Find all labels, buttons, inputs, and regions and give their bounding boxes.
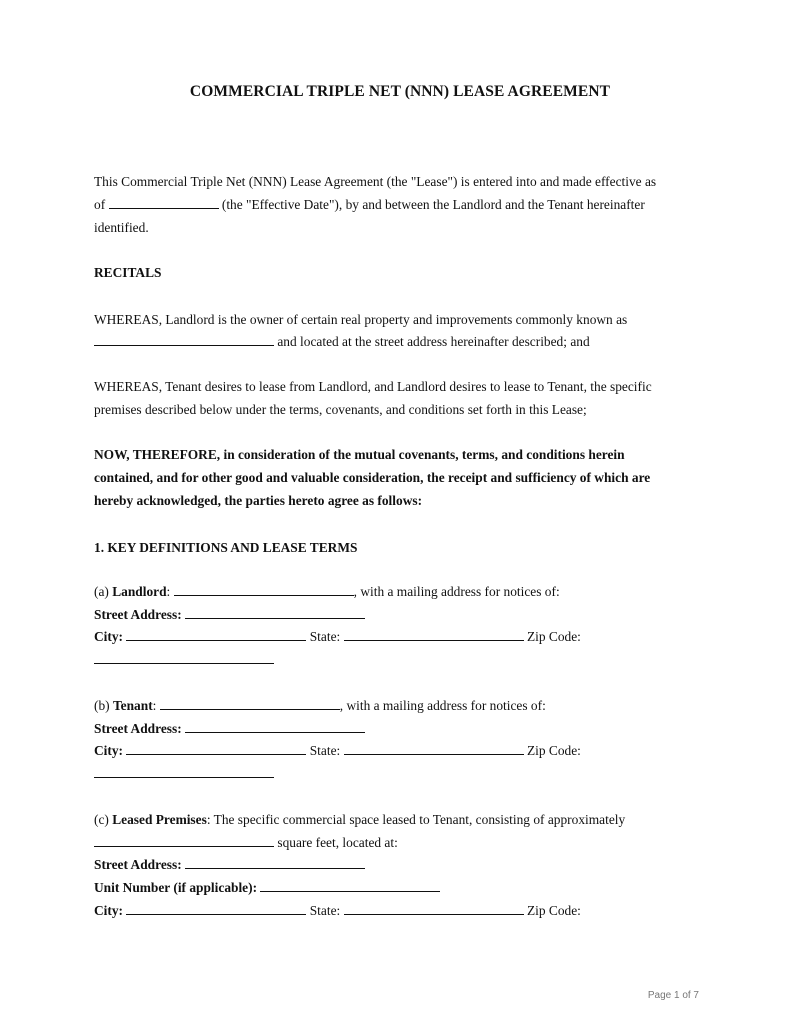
whereas-1-line-1: WHEREAS, Landlord is the owner of certain real property and improvements commonly known as xyxy=(94,312,628,327)
premises-street-label: Street Address: xyxy=(94,857,182,872)
tenant-zip-blank[interactable] xyxy=(94,765,274,778)
now-therefore-line-3: hereby acknowledged, the parties hereto agree as follows: xyxy=(94,493,423,508)
landlord-zip-line xyxy=(94,649,274,672)
intro-of: of xyxy=(94,197,106,212)
landlord-state-label: State: xyxy=(309,629,341,644)
premises-label: Leased Premises xyxy=(112,812,207,827)
document-title: COMMERCIAL TRIPLE NET (NNN) LEASE AGREEMENT xyxy=(189,83,611,100)
section-1-heading: 1. KEY DEFINITIONS AND LEASE TERMS xyxy=(94,540,358,555)
tenant-street-label: Street Address: xyxy=(94,721,182,736)
premises-text: : The specific commercial space leased to Tenant, consisting of approximately xyxy=(206,812,626,827)
now-therefore-line-1: NOW, THEREFORE, in consideration of the mutual covenants, terms, and conditions herein xyxy=(94,447,625,462)
landlord-state-blank[interactable] xyxy=(344,628,524,641)
landlord-zip-label: Zip Code: xyxy=(526,629,581,644)
landlord-colon: : xyxy=(166,584,171,599)
page-number: Page 1 of 7 xyxy=(647,990,699,1001)
premises-city-line xyxy=(94,900,581,923)
premises-sqft-blank[interactable] xyxy=(94,834,274,847)
landlord-city-label: City: xyxy=(94,629,124,644)
premises-sqft-line xyxy=(94,832,398,855)
premises-unit-blank[interactable] xyxy=(260,879,440,892)
premises-state-blank[interactable] xyxy=(344,902,524,915)
premises-street-blank[interactable] xyxy=(185,856,365,869)
tenant-street-blank[interactable] xyxy=(185,720,365,733)
whereas-1-suffix: and located at the street address hereinafter described; and xyxy=(277,334,590,349)
tenant-name-blank[interactable] xyxy=(160,697,340,710)
landlord-city-blank[interactable] xyxy=(126,628,306,641)
landlord-label: Landlord xyxy=(112,584,167,599)
premises-city-blank[interactable] xyxy=(126,902,306,915)
tenant-state-label: State: xyxy=(309,743,341,758)
now-therefore-line-2: contained, and for other good and valuable consideration, the receipt and sufficiency of which are xyxy=(94,470,651,485)
property-name-blank[interactable] xyxy=(94,333,274,346)
tenant-colon: : xyxy=(152,698,157,713)
intro-effective-date-text: (the "Effective Date"), by and between the Landlord and the Tenant hereinafter xyxy=(221,197,645,212)
whereas-2-line-2: premises described below under the terms, covenants, and conditions set forth in this Lease; xyxy=(94,402,587,417)
premises-street-line xyxy=(94,854,365,877)
tenant-label: Tenant xyxy=(112,698,153,713)
landlord-street-blank[interactable] xyxy=(185,606,365,619)
intro-line-2 xyxy=(94,194,645,217)
premises-city-label: City: xyxy=(94,903,124,918)
landlord-suffix: , with a mailing address for notices of: xyxy=(353,584,560,599)
effective-date-blank[interactable] xyxy=(109,196,219,209)
intro-line-1: This Commercial Triple Net (NNN) Lease Agreement (the "Lease") is entered into and made effective as xyxy=(94,174,657,189)
tenant-zip-line xyxy=(94,763,274,786)
premises-unit-line xyxy=(94,877,440,900)
tenant-line xyxy=(94,695,546,718)
premises-prefix: (c) xyxy=(94,812,113,827)
premises-sqft-suffix: square feet, located at: xyxy=(277,835,398,850)
landlord-city-line xyxy=(94,626,581,649)
tenant-city-blank[interactable] xyxy=(126,742,306,755)
landlord-street-line xyxy=(94,604,365,627)
whereas-1-line-2 xyxy=(94,331,590,354)
tenant-city-label: City: xyxy=(94,743,124,758)
landlord-zip-blank[interactable] xyxy=(94,651,274,664)
premises-state-label: State: xyxy=(309,903,341,918)
tenant-prefix: (b) xyxy=(94,698,113,713)
intro-line-3: identified. xyxy=(94,220,149,235)
premises-unit-label: Unit Number (if applicable): xyxy=(94,880,258,895)
tenant-city-line xyxy=(94,740,581,763)
tenant-street-line xyxy=(94,718,365,741)
landlord-line xyxy=(94,581,560,604)
landlord-name-blank[interactable] xyxy=(174,583,354,596)
landlord-street-label: Street Address: xyxy=(94,607,182,622)
tenant-suffix: , with a mailing address for notices of: xyxy=(339,698,546,713)
premises-zip-label: Zip Code: xyxy=(526,903,581,918)
whereas-2-line-1: WHEREAS, Tenant desires to lease from Landlord, and Landlord desires to lease to Tenant, the specific xyxy=(94,379,652,394)
tenant-zip-label: Zip Code: xyxy=(526,743,581,758)
tenant-state-blank[interactable] xyxy=(344,742,524,755)
landlord-prefix: (a) xyxy=(94,584,113,599)
premises-line xyxy=(94,809,625,832)
recitals-heading: RECITALS xyxy=(94,265,162,280)
